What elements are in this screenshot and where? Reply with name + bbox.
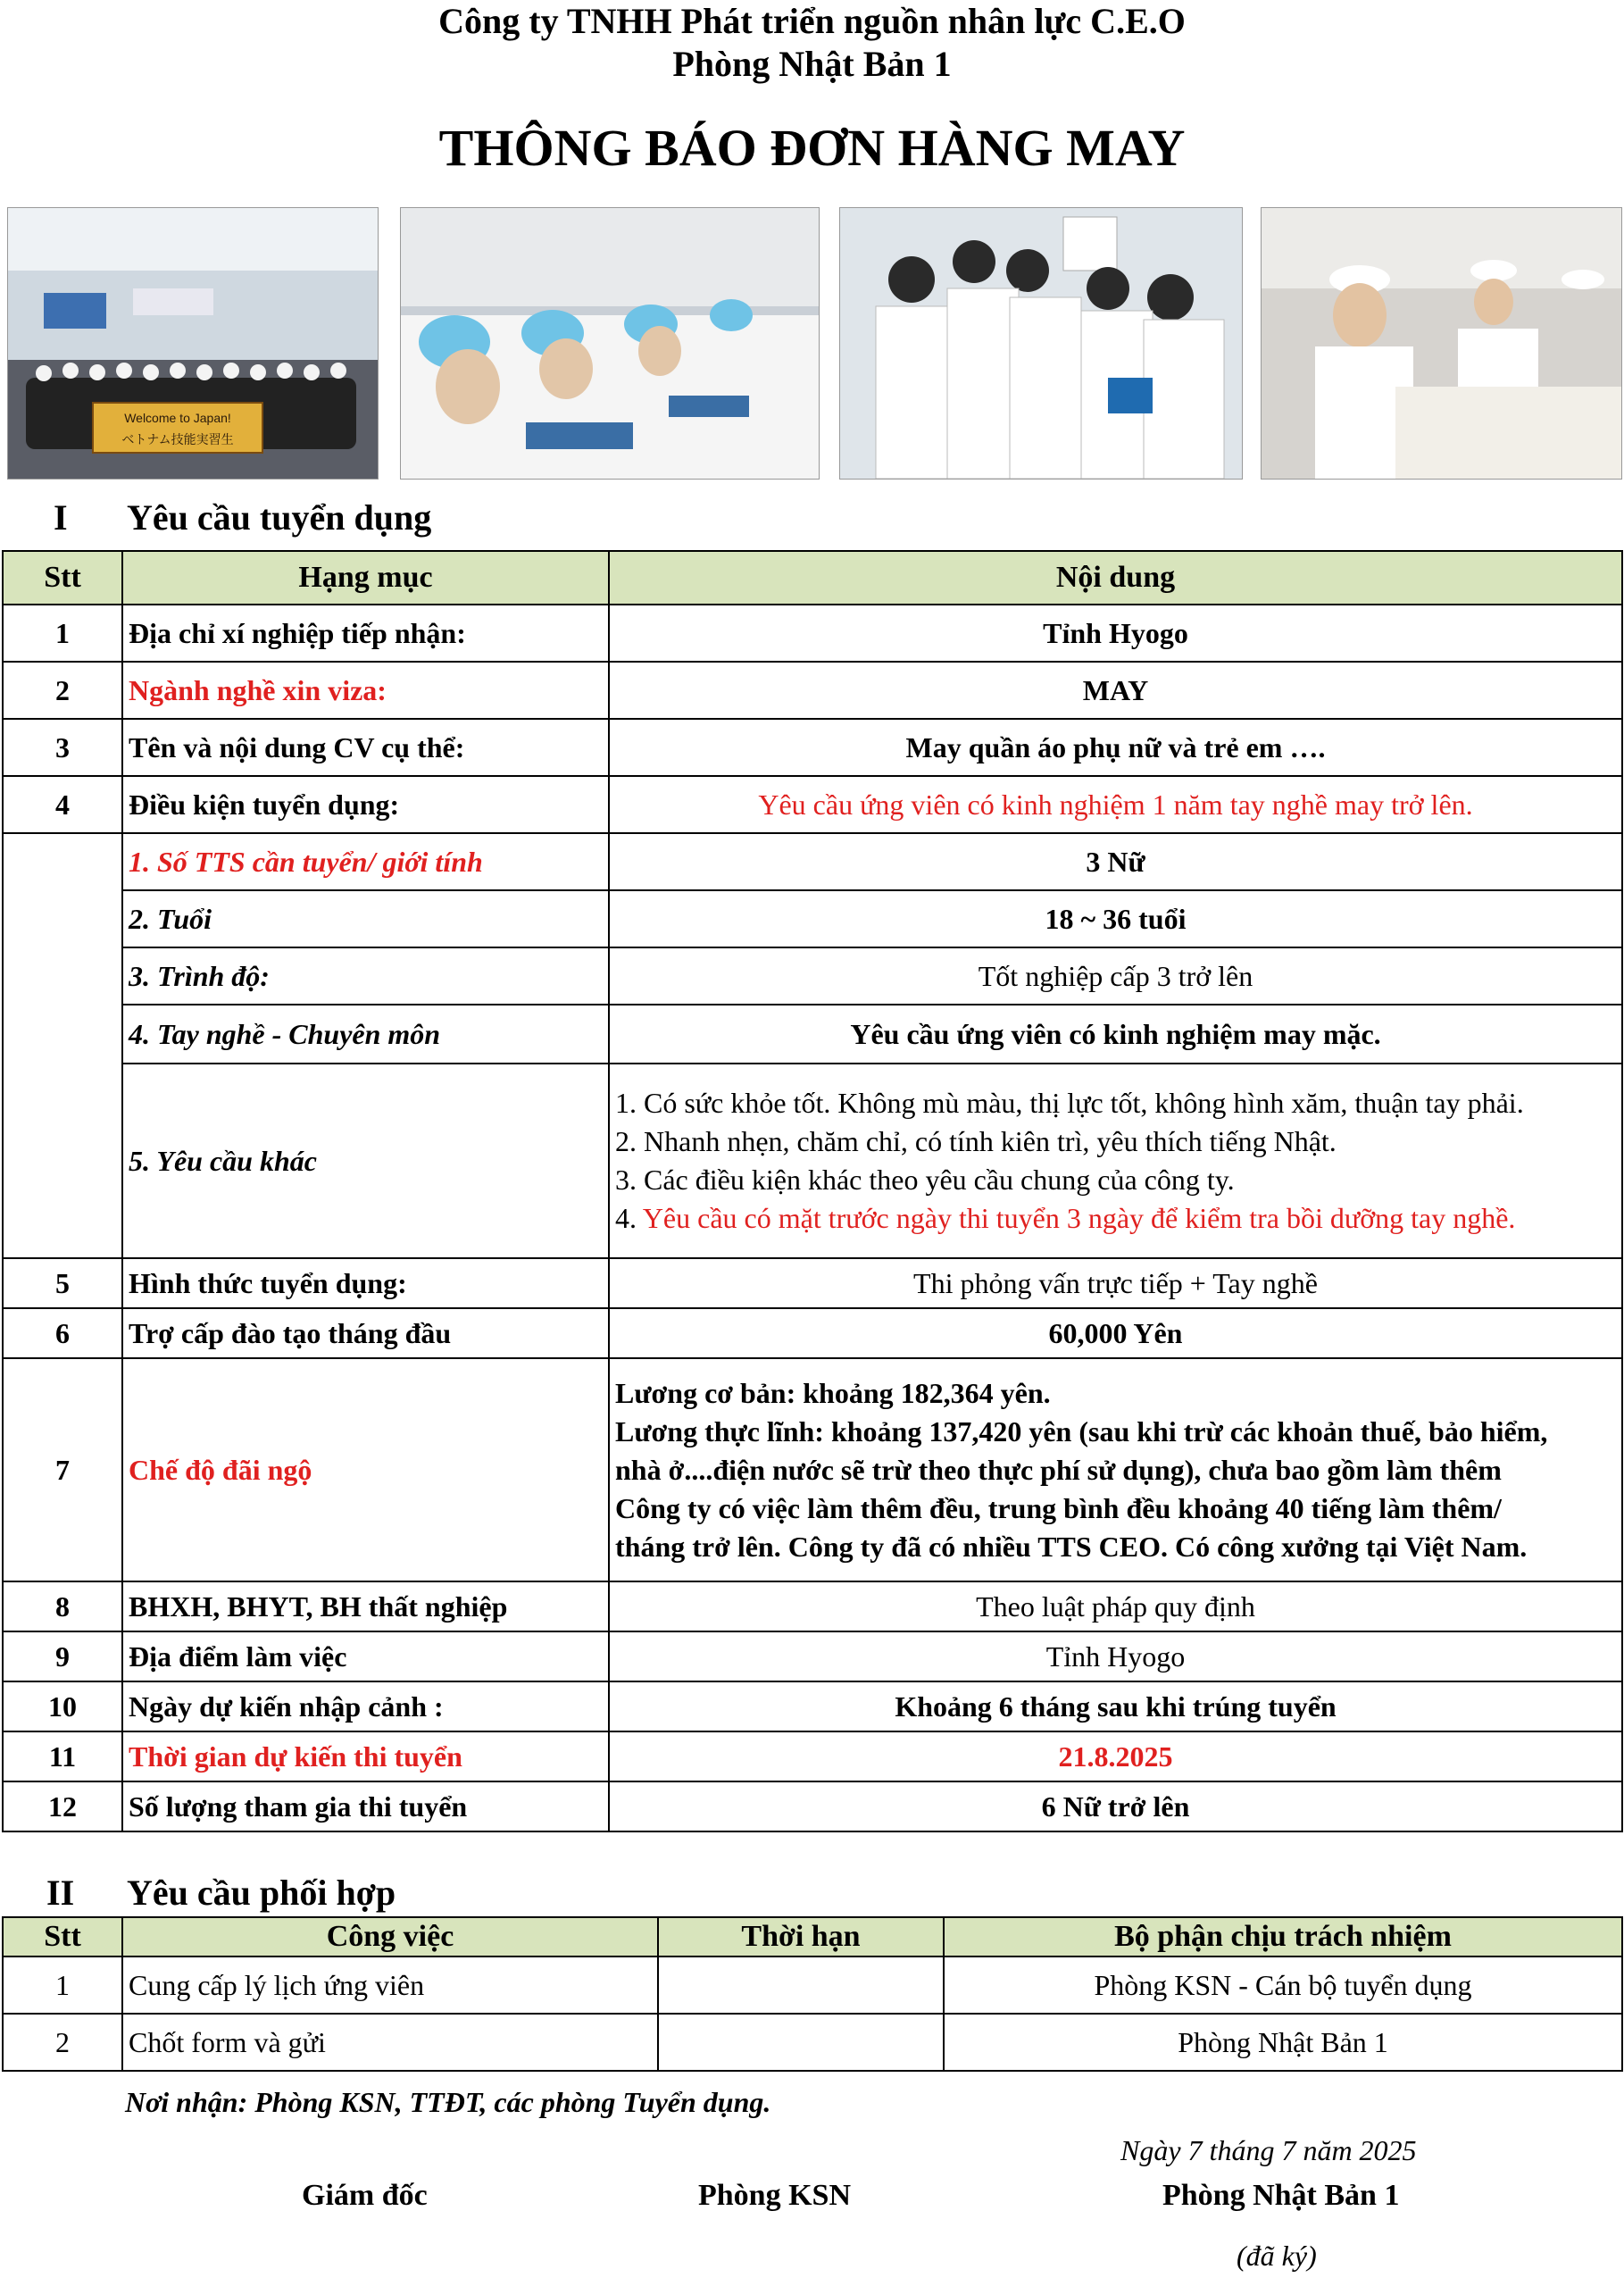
signing-date: Ngày 7 tháng 7 năm 2025 (1120, 2134, 1417, 2166)
row-task: Chốt form và gửi (122, 2014, 658, 2071)
row-content: Tỉnh Hyogo (609, 1631, 1622, 1681)
row-content: May quần áo phụ nữ và trẻ em …. (609, 719, 1622, 776)
row-item: Địa điểm làm việc (122, 1631, 609, 1681)
row-content: 21.8.2025 (609, 1731, 1622, 1781)
section1-title: Yêu cầu tuyển dụng (127, 497, 432, 538)
header-item: Hạng mục (122, 551, 609, 605)
row-item: Trợ cấp đào tạo tháng đầu (122, 1308, 609, 1358)
row-content: 6 Nữ trở lên (609, 1781, 1622, 1831)
header-department: Bộ phận chịu trách nhiệm (944, 1917, 1622, 1956)
table-row (3, 1005, 1622, 1064)
header-deadline: Thời hạn (658, 1917, 944, 1956)
benefit-line: tháng trở lên. Công ty đã có nhiều TTS CEO. Có công xưởng tại Việt Nam. (615, 1530, 1528, 1563)
banner-text: Welcome to Japan! (124, 411, 231, 425)
row-item: Số lượng tham gia thi tuyển (122, 1781, 609, 1831)
requirement-line-prefix: 4. (615, 1202, 643, 1234)
row-content: Khoảng 6 tháng sau khi trúng tuyển (609, 1681, 1622, 1731)
table-row (3, 947, 1622, 1005)
document-title: THÔNG BÁO ĐƠN HÀNG MAY (438, 119, 1186, 177)
row-stt: 4 (3, 776, 122, 833)
section1-number: I (54, 497, 68, 538)
section2-title: Yêu cầu phối hợp (127, 1873, 396, 1913)
row-content: MAY (609, 662, 1622, 719)
table-row (3, 1258, 1622, 1308)
row-item: 2. Tuổi (122, 890, 609, 947)
row-content: Thi phỏng vấn trực tiếp + Tay nghề (609, 1258, 1622, 1308)
benefit-line: Công ty có việc làm thêm đều, trung bình đều khoảng 40 tiếng làm thêm/ (615, 1491, 1502, 1524)
row-item: Tên và nội dung CV cụ thể: (122, 719, 609, 776)
table-header-row (3, 551, 1622, 605)
signature-ksn: Phòng KSN (698, 2179, 851, 2212)
table-row (3, 1781, 1622, 1831)
row-item: Ngày dự kiến nhập cảnh : (122, 1681, 609, 1731)
row-content: Tỉnh Hyogo (609, 605, 1622, 662)
row-task: Cung cấp lý lịch ứng viên (122, 1956, 658, 2014)
row-stt-empty (3, 833, 122, 1258)
row-item: Ngành nghề xin viza: (122, 662, 609, 719)
row-content: Yêu cầu ứng viên có kinh nghiệm may mặc. (609, 1005, 1622, 1064)
other-requirements-cell (609, 1064, 1622, 1258)
sewing-workshop-photo (400, 207, 820, 480)
row-stt: 8 (3, 1581, 122, 1631)
row-item: 4. Tay nghề - Chuyên môn (122, 1005, 609, 1064)
row-stt: 1 (3, 605, 122, 662)
row-content: 60,000 Yên (609, 1308, 1622, 1358)
row-stt: 2 (3, 662, 122, 719)
row-stt: 9 (3, 1631, 122, 1681)
benefits-cell (609, 1358, 1622, 1581)
sewing-workers-photo (1261, 207, 1622, 480)
row-item: 5. Yêu cầu khác (122, 1064, 609, 1258)
row-stt: 7 (3, 1358, 122, 1581)
row-item: BHXH, BHYT, BH thất nghiệp (122, 1581, 609, 1631)
requirement-line: 3. Các điều kiện khác theo yêu cầu chung của công ty. (615, 1164, 1235, 1196)
requirement-line: 1. Có sức khỏe tốt. Không mù màu, thị lực tốt, không hình xăm, thuận tay phải. (615, 1087, 1524, 1119)
row-deadline (658, 2014, 944, 2071)
row-stt: 5 (3, 1258, 122, 1308)
requirements-table (2, 550, 1623, 1832)
row-stt: 2 (3, 2014, 122, 2071)
header-stt: Stt (3, 551, 122, 605)
table-row (3, 1956, 1622, 2014)
row-item: 3. Trình độ: (122, 947, 609, 1005)
header-content: Nội dung (609, 551, 1622, 605)
benefit-line: Lương thực lĩnh: khoảng 137,420 yên (sau khi trừ các khoản thuế, bảo hiểm, (615, 1414, 1548, 1448)
table-row (3, 1731, 1622, 1781)
section2-number: II (46, 1873, 75, 1913)
table-row (3, 1308, 1622, 1358)
row-stt: 6 (3, 1308, 122, 1358)
table-row (3, 1631, 1622, 1681)
row-stt: 10 (3, 1681, 122, 1731)
table-row (3, 1681, 1622, 1731)
row-content: 18 ~ 36 tuổi (609, 890, 1622, 947)
table-row (3, 1064, 1622, 1258)
table-header-row (3, 1917, 1622, 1956)
row-stt: 11 (3, 1731, 122, 1781)
recipients-note: Nơi nhận: Phòng KSN, TTĐT, các phòng Tuyển dụng. (125, 2086, 771, 2118)
table-row (3, 662, 1622, 719)
row-content: Yêu cầu ứng viên có kinh nghiệm 1 năm tay nghề may trở lên. (609, 776, 1622, 833)
table-row (3, 2014, 1622, 2071)
team-photo (839, 207, 1243, 480)
table-row (3, 890, 1622, 947)
table-row (3, 1581, 1622, 1631)
benefit-line: Lương cơ bản: khoảng 182,364 yên. (615, 1376, 1051, 1409)
banner-text-2: ベトナム技能実習生 (121, 433, 234, 447)
row-item: 1. Số TTS cần tuyển/ giới tính (122, 833, 609, 890)
group-photo-airport (7, 207, 379, 480)
coordination-table (2, 1916, 1623, 2072)
row-item: Hình thức tuyển dụng: (122, 1258, 609, 1308)
row-stt: 3 (3, 719, 122, 776)
benefit-line: nhà ở....điện nước sẽ trừ theo thực phí sử dụng), chưa bao gồm làm thêm (615, 1453, 1502, 1486)
row-stt: 1 (3, 1956, 122, 2014)
table-row (3, 605, 1622, 662)
header-stt: Stt (3, 1917, 122, 1956)
signed-note: (đã ký) (1237, 2240, 1317, 2272)
row-content: 3 Nữ (609, 833, 1622, 890)
row-department: Phòng KSN - Cán bộ tuyển dụng (944, 1956, 1622, 2014)
table-row (3, 719, 1622, 776)
table-row (3, 1358, 1622, 1581)
row-item: Địa chỉ xí nghiệp tiếp nhận: (122, 605, 609, 662)
row-deadline (658, 1956, 944, 2014)
company-name: Công ty TNHH Phát triển nguồn nhân lực C.E.O (438, 1, 1186, 41)
row-content: Tốt nghiệp cấp 3 trở lên (609, 947, 1622, 1005)
requirement-line (615, 1199, 1616, 1238)
row-stt: 12 (3, 1781, 122, 1831)
row-item: Thời gian dự kiến thi tuyển (122, 1731, 609, 1781)
requirement-line: 2. Nhanh nhẹn, chăm chỉ, có tính kiên trì, yêu thích tiếng Nhật. (615, 1125, 1337, 1157)
table-row (3, 833, 1622, 890)
row-content: Theo luật pháp quy định (609, 1581, 1622, 1631)
row-item: Điều kiện tuyển dụng: (122, 776, 609, 833)
signature-department: Phòng Nhật Bản 1 (1162, 2179, 1400, 2212)
table-row (3, 776, 1622, 833)
signature-director: Giám đốc (302, 2179, 428, 2212)
requirement-line-red: Yêu cầu có mặt trước ngày thi tuyển 3 ngày để kiểm tra bồi dưỡng tay nghề. (642, 1202, 1516, 1234)
department-name: Phòng Nhật Bản 1 (672, 44, 952, 84)
row-department: Phòng Nhật Bản 1 (944, 2014, 1622, 2071)
header-task: Công việc (122, 1917, 658, 1956)
row-item: Chế độ đãi ngộ (122, 1358, 609, 1581)
